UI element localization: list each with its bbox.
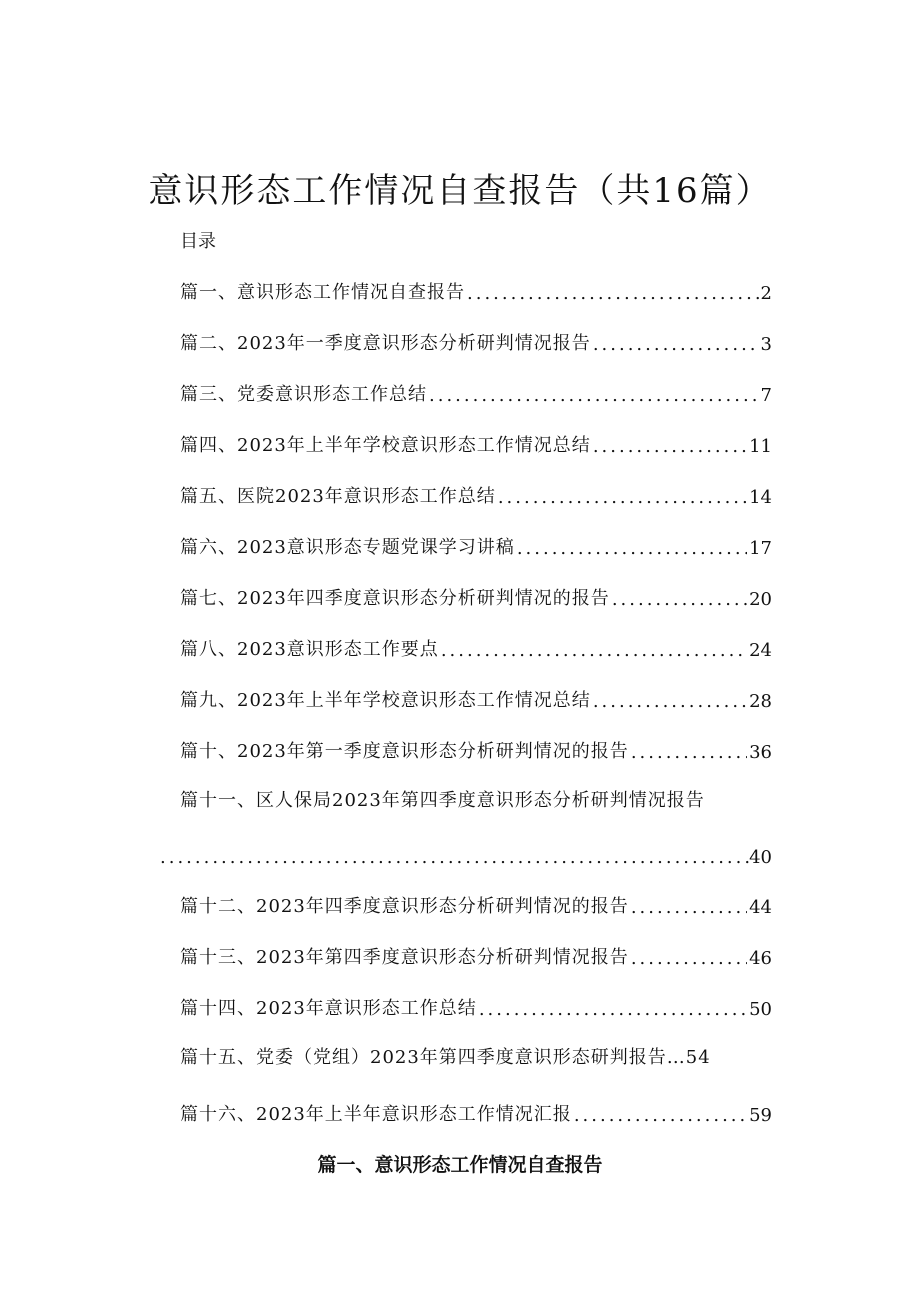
toc-entry-label: 篇三、党委意识形态工作总结 — [180, 384, 427, 405]
toc-entry-page: 50 — [749, 999, 772, 1020]
toc-entry-label: 篇十三、2023年第四季度意识形态分析研判情况报告 — [180, 947, 629, 968]
toc-entry-label: 篇十二、2023年四季度意识形态分析研判情况的报告 — [180, 896, 629, 917]
toc-entry[interactable]: 篇十五、党委（党组）2023年第四季度意识形态研判报告…54 — [180, 1047, 711, 1068]
toc-entry-page: 59 — [749, 1105, 772, 1126]
dot-leader — [631, 948, 747, 969]
dot-leader — [631, 897, 747, 918]
dot-leader — [593, 334, 759, 355]
dot-leader — [593, 691, 747, 712]
dot-leader — [479, 999, 747, 1020]
toc-entry-label: 篇二、2023年一季度意识形态分析研判情况报告 — [180, 333, 591, 354]
toc-entry-label: 篇一、意识形态工作情况自查报告 — [180, 282, 465, 303]
toc-entry-page: 20 — [749, 589, 772, 610]
toc-entry-label[interactable]: 篇十一、区人保局2023年第四季度意识形态分析研判情况报告 — [180, 790, 705, 811]
dot-leader — [160, 847, 749, 868]
toc-entry-page: 17 — [749, 538, 772, 559]
toc-entry-page: 46 — [749, 948, 772, 969]
toc-entry-page: 44 — [749, 897, 772, 918]
toc-entry-page: 40 — [749, 847, 772, 868]
toc-entry[interactable] — [180, 580, 772, 610]
toc-entry-page: 11 — [749, 436, 772, 457]
toc-entry-page: 36 — [749, 742, 772, 763]
toc-entry[interactable] — [180, 529, 772, 559]
dot-leader — [467, 283, 759, 304]
toc-entry[interactable] — [180, 733, 772, 763]
toc-entry-label: 篇五、医院2023年意识形态工作总结 — [180, 486, 496, 507]
toc-entry-page: 28 — [749, 691, 772, 712]
toc-entry-label: 篇十四、2023年意识形态工作总结 — [180, 998, 477, 1019]
toc-entry[interactable] — [180, 939, 772, 969]
dot-leader — [593, 436, 747, 457]
toc-entry-label: 篇十、2023年第一季度意识形态分析研判情况的报告 — [180, 741, 629, 762]
document-title: 意识形态工作情况自查报告（共16篇） — [148, 170, 772, 211]
toc-entry-page: 7 — [760, 385, 772, 406]
dot-leader — [517, 538, 747, 559]
toc-entry[interactable] — [180, 888, 772, 918]
toc-entry-label: 篇九、2023年上半年学校意识形态工作情况总结 — [180, 690, 591, 711]
toc-entry[interactable] — [180, 1096, 772, 1126]
toc-entry-leader — [160, 838, 772, 868]
toc-entry[interactable] — [180, 990, 772, 1020]
toc-entry[interactable] — [180, 325, 772, 355]
dot-leader — [498, 487, 747, 508]
toc-entry[interactable] — [180, 478, 772, 508]
dot-leader — [441, 640, 747, 661]
toc-entry-label: 篇七、2023年四季度意识形态分析研判情况的报告 — [180, 588, 610, 609]
dot-leader — [612, 589, 747, 610]
dot-leader — [631, 742, 747, 763]
toc-entry-page: 3 — [760, 334, 772, 355]
dot-leader — [429, 385, 759, 406]
dot-leader — [574, 1105, 747, 1126]
toc-entry-label: 篇十六、2023年上半年意识形态工作情况汇报 — [180, 1104, 572, 1125]
toc-entry[interactable] — [180, 427, 772, 457]
toc-entry[interactable] — [180, 376, 772, 406]
toc-entry-label: 篇八、2023意识形态工作要点 — [180, 639, 439, 660]
toc-entry-label: 篇四、2023年上半年学校意识形态工作情况总结 — [180, 435, 591, 456]
toc-entry-page: 14 — [749, 487, 772, 508]
toc-entry[interactable] — [180, 631, 772, 661]
toc-entry[interactable] — [180, 682, 772, 712]
toc-entry-page: 2 — [760, 283, 772, 304]
toc-entry-label: 篇六、2023意识形态专题党课学习讲稿 — [180, 537, 515, 558]
toc-heading: 目录 — [180, 231, 216, 252]
toc-entry-page: 24 — [749, 640, 772, 661]
toc-entry[interactable] — [180, 274, 772, 304]
section-heading: 篇一、意识形态工作情况自查报告 — [317, 1154, 603, 1176]
